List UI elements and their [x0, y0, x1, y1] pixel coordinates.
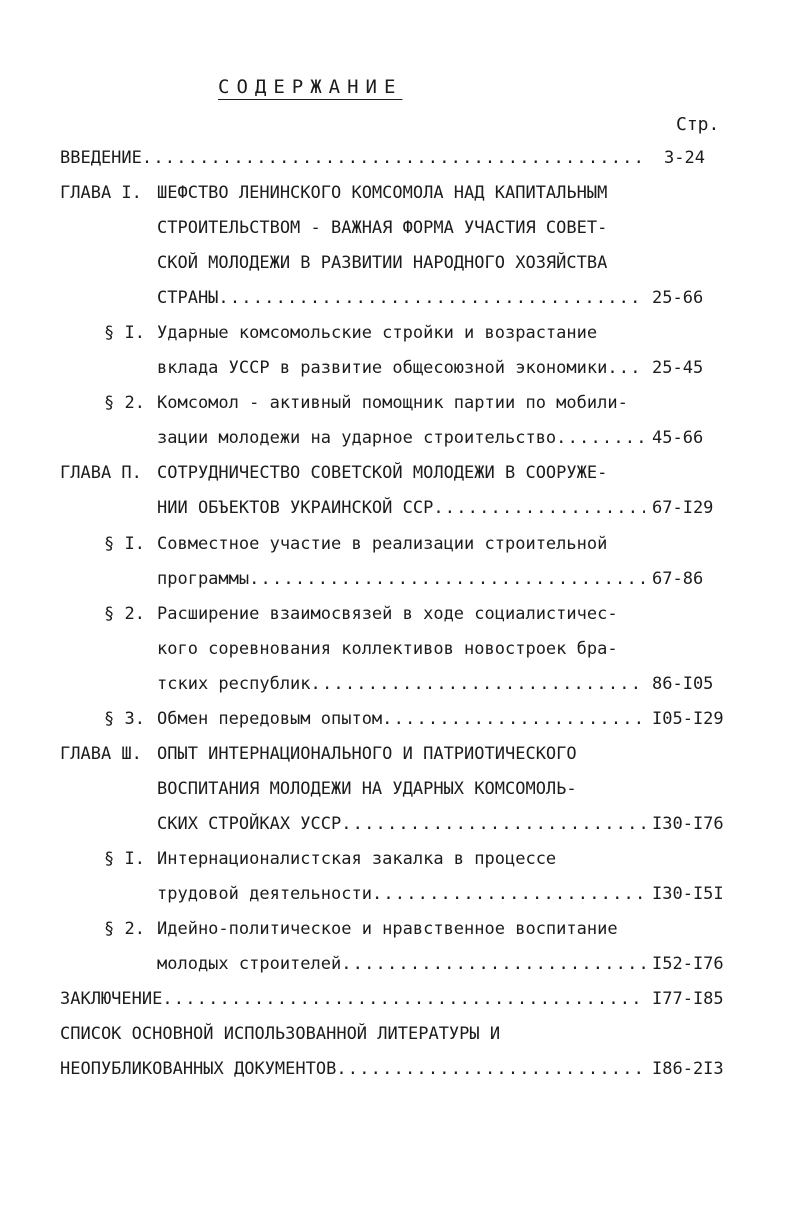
section-number: § 2.	[104, 604, 145, 624]
section-number: § 2.	[104, 393, 145, 413]
toc-pages: I05-I29	[652, 709, 724, 729]
toc-entry-line: Совместное участие в реализации строительной	[157, 534, 608, 554]
toc-pages: I30-I76	[652, 814, 724, 834]
toc-entry-section-1-2[interactable]: зации молодежи на ударное строительство .....	[157, 427, 645, 449]
chapter-number: ГЛАВА П.	[60, 463, 142, 483]
toc-entry-line: Ударные комсомольские стройки и возрастание	[157, 323, 598, 343]
toc-entry-bibliography[interactable]: НЕОПУБЛИКОВАННЫХ ДОКУМЕНТОВ .....	[60, 1058, 645, 1080]
toc-pages: I30-I5I	[652, 884, 724, 904]
toc-entry-section-1-1[interactable]: вклада УССР в развитие общесоюзной экономики .....	[157, 357, 645, 379]
toc-entry-section-2-2[interactable]: тских республик .....	[157, 673, 645, 695]
section-number: § I.	[104, 323, 145, 343]
page-title: СОДЕРЖАНИЕ	[218, 76, 403, 98]
toc-entry-line: ШЕФСТВО ЛЕНИНСКОГО КОМСОМОЛА НАД КАПИТАЛЬНЫМ	[157, 183, 608, 203]
toc-pages: 45-66	[652, 428, 704, 448]
toc-entry-section-2-3[interactable]: Обмен передовым опытом .....	[157, 708, 645, 730]
toc-entry-line: Комсомол - активный помощник партии по мобили-	[157, 393, 628, 413]
toc-pages: 67-86	[652, 569, 704, 589]
section-number: § I.	[104, 534, 145, 554]
chapter-number: ГЛАВА I.	[60, 183, 142, 203]
toc-entry-conclusion[interactable]: ЗАКЛЮЧЕНИЕ .....	[60, 988, 645, 1010]
toc-pages: 25-66	[652, 288, 704, 308]
toc-entry-chapter-2[interactable]: НИИ ОБЪЕКТОВ УКРАИНСКОЙ ССР .....	[157, 497, 645, 519]
page-column-header: Стр.	[676, 114, 720, 135]
toc-entry-line: СКОЙ МОЛОДЕЖИ В РАЗВИТИИ НАРОДНОГО ХОЗЯЙСТВА	[157, 253, 608, 273]
toc-entry-section-2-1[interactable]: программы .....	[157, 568, 645, 590]
chapter-number: ГЛАВА Ш.	[60, 744, 142, 764]
toc-entry-line: СТРОИТЕЛЬСТВОМ - ВАЖНАЯ ФОРМА УЧАСТИЯ СОВЕТ-	[157, 218, 608, 238]
toc-entry-section-3-2[interactable]: молодых строителей .....	[157, 953, 645, 975]
toc-entry-line: ВОСПИТАНИЯ МОЛОДЕЖИ НА УДАРНЫХ КОМСОМОЛЬ-	[157, 779, 577, 799]
toc-entry-chapter-3[interactable]: СКИХ СТРОЙКАХ УССР .....	[157, 813, 645, 835]
toc-pages: I86-2I3	[652, 1059, 724, 1079]
section-number: § 2.	[104, 919, 145, 939]
toc-entry-introduction[interactable]: ВВЕДЕНИЕ .....	[60, 147, 645, 169]
toc-entry-line: СПИСОК ОСНОВНОЙ ИСПОЛЬЗОВАННОЙ ЛИТЕРАТУРЫ И	[60, 1024, 501, 1044]
section-number: § I.	[104, 849, 145, 869]
toc-pages: 3-24	[664, 148, 705, 168]
toc-entry-section-3-1[interactable]: трудовой деятельности .....	[157, 883, 645, 905]
toc-pages: 86-I05	[652, 674, 714, 694]
toc-entry-line: Интернационалистская закалка в процессе	[157, 849, 557, 869]
toc-entry-chapter-1[interactable]: СТРАНЫ .....	[157, 287, 645, 309]
toc-entry-line: кого соревнования коллективов новостроек бра-	[157, 639, 618, 659]
toc-entry-line: Идейно-политическое и нравственное воспитание	[157, 919, 618, 939]
section-number: § 3.	[104, 709, 145, 729]
toc-entry-line: СОТРУДНИЧЕСТВО СОВЕТСКОЙ МОЛОДЕЖИ В СООРУЖЕ-	[157, 463, 608, 483]
toc-entry-line: ОПЫТ ИНТЕРНАЦИОНАЛЬНОГО И ПАТРИОТИЧЕСКОГО	[157, 744, 577, 764]
toc-entry-line: Расширение взаимосвязей в ходе социалистичес-	[157, 604, 618, 624]
toc-pages: 25-45	[652, 358, 704, 378]
toc-pages: I52-I76	[652, 954, 724, 974]
toc-pages: 67-I29	[652, 498, 714, 518]
toc-pages: I77-I85	[652, 989, 724, 1009]
